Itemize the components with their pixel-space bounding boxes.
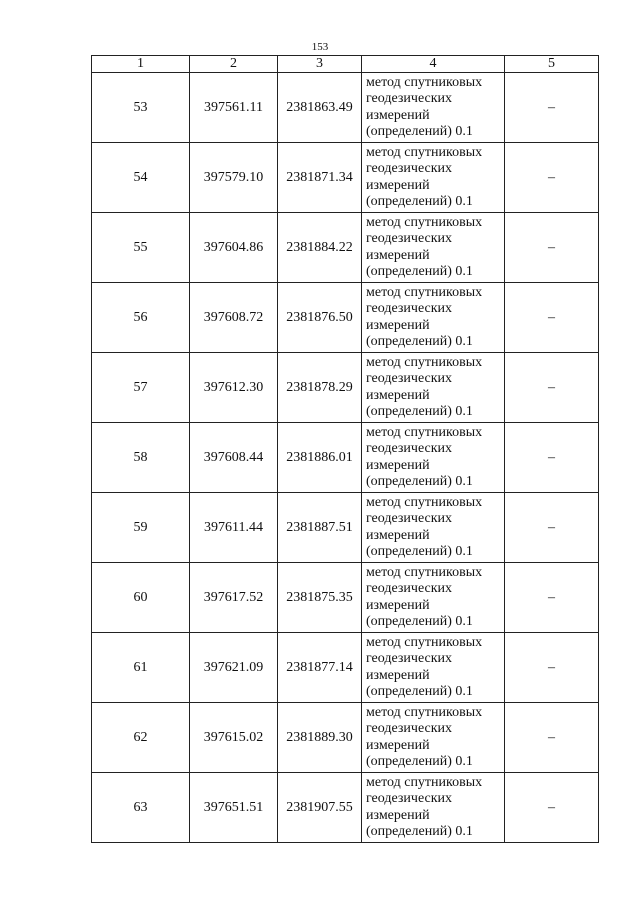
note-cell: – xyxy=(505,773,599,843)
point-number-cell: 59 xyxy=(92,493,190,563)
note-cell: – xyxy=(505,353,599,423)
table-row xyxy=(92,213,599,283)
method-cell xyxy=(362,73,505,143)
column-header-5: 5 xyxy=(505,56,599,73)
method-text-line: (определений) 0.1 xyxy=(366,544,473,559)
table-header xyxy=(92,56,599,73)
method-cell xyxy=(362,493,505,563)
note-cell: – xyxy=(505,633,599,703)
page-number: 153 xyxy=(311,41,329,53)
y-coordinate-cell: 2381875.35 xyxy=(278,563,362,633)
y-coordinate-cell: 2381878.29 xyxy=(278,353,362,423)
x-coordinate-cell: 397611.44 xyxy=(190,493,278,563)
x-coordinate-cell: 397612.30 xyxy=(190,353,278,423)
point-number-cell: 53 xyxy=(92,73,190,143)
note-cell: – xyxy=(505,213,599,283)
method-text-line: геодезических xyxy=(366,161,453,176)
point-number-cell: 61 xyxy=(92,633,190,703)
table-row xyxy=(92,773,599,843)
method-cell xyxy=(362,423,505,493)
y-coordinate-cell: 2381871.34 xyxy=(278,143,362,213)
method-text-line: (определений) 0.1 xyxy=(366,474,473,489)
method-text-line: метод спутниковых xyxy=(366,774,483,790)
y-coordinate-cell: 2381863.49 xyxy=(278,73,362,143)
note-cell: – xyxy=(505,283,599,353)
method-text-line: (определений) 0.1 xyxy=(366,194,473,209)
method-text-line: метод спутниковых xyxy=(366,354,483,370)
method-text-line: (определений) 0.1 xyxy=(366,404,473,419)
method-cell xyxy=(362,773,505,843)
method-text-line: метод спутниковых xyxy=(366,704,483,720)
method-text-line: геодезических xyxy=(366,371,453,386)
table-row xyxy=(92,143,599,213)
method-cell xyxy=(362,213,505,283)
method-text-line: измерений xyxy=(366,737,430,753)
x-coordinate-cell: 397651.51 xyxy=(190,773,278,843)
table-row xyxy=(92,73,599,143)
table-row xyxy=(92,283,599,353)
table-body xyxy=(92,73,599,843)
method-text-line: геодезических xyxy=(366,511,453,526)
method-text-line: измерений xyxy=(366,107,430,123)
y-coordinate-cell: 2381877.14 xyxy=(278,633,362,703)
method-cell xyxy=(362,703,505,773)
note-cell: – xyxy=(505,423,599,493)
table-row xyxy=(92,563,599,633)
method-text-line: метод спутниковых xyxy=(366,634,483,650)
method-text-line: (определений) 0.1 xyxy=(366,264,473,279)
y-coordinate-cell: 2381886.01 xyxy=(278,423,362,493)
method-text-line: измерений xyxy=(366,667,430,683)
point-number-cell: 54 xyxy=(92,143,190,213)
method-text-line: метод спутниковых xyxy=(366,494,483,510)
method-text-line: (определений) 0.1 xyxy=(366,684,473,699)
method-text-line: геодезических xyxy=(366,651,453,666)
x-coordinate-cell: 397615.02 xyxy=(190,703,278,773)
method-text-line: измерений xyxy=(366,597,430,613)
table-row xyxy=(92,493,599,563)
method-text-line: метод спутниковых xyxy=(366,74,483,90)
column-header-4: 4 xyxy=(362,56,505,73)
method-text-line: геодезических xyxy=(366,791,453,806)
method-text-line: геодезических xyxy=(366,581,453,596)
point-number-cell: 57 xyxy=(92,353,190,423)
method-cell xyxy=(362,283,505,353)
y-coordinate-cell: 2381884.22 xyxy=(278,213,362,283)
method-text-line: (определений) 0.1 xyxy=(366,614,473,629)
table-row xyxy=(92,703,599,773)
header-row xyxy=(92,56,599,73)
table-row xyxy=(92,423,599,493)
method-text-line: геодезических xyxy=(366,231,453,246)
method-text-line: измерений xyxy=(366,527,430,543)
y-coordinate-cell: 2381907.55 xyxy=(278,773,362,843)
method-text-line: геодезических xyxy=(366,301,453,316)
point-number-cell: 55 xyxy=(92,213,190,283)
method-text-line: (определений) 0.1 xyxy=(366,124,473,139)
table-row xyxy=(92,353,599,423)
method-text-line: измерений xyxy=(366,177,430,193)
method-text-line: геодезических xyxy=(366,721,453,736)
x-coordinate-cell: 397617.52 xyxy=(190,563,278,633)
y-coordinate-cell: 2381889.30 xyxy=(278,703,362,773)
method-text-line: (определений) 0.1 xyxy=(366,824,473,839)
method-text-line: метод спутниковых xyxy=(366,564,483,580)
column-header-1: 1 xyxy=(92,56,190,73)
note-cell: – xyxy=(505,143,599,213)
method-text-line: (определений) 0.1 xyxy=(366,754,473,769)
point-number-cell: 58 xyxy=(92,423,190,493)
x-coordinate-cell: 397621.09 xyxy=(190,633,278,703)
note-cell: – xyxy=(505,73,599,143)
method-cell xyxy=(362,353,505,423)
x-coordinate-cell: 397604.86 xyxy=(190,213,278,283)
x-coordinate-cell: 397561.11 xyxy=(190,73,278,143)
method-text-line: метод спутниковых xyxy=(366,424,483,440)
method-text-line: измерений xyxy=(366,807,430,823)
method-text-line: измерений xyxy=(366,317,430,333)
method-text-line: метод спутниковых xyxy=(366,214,483,230)
column-header-3: 3 xyxy=(278,56,362,73)
note-cell: – xyxy=(505,703,599,773)
method-text-line: метод спутниковых xyxy=(366,144,483,160)
point-number-cell: 62 xyxy=(92,703,190,773)
coordinates-table xyxy=(91,55,599,843)
table-row xyxy=(92,633,599,703)
x-coordinate-cell: 397608.72 xyxy=(190,283,278,353)
x-coordinate-cell: 397579.10 xyxy=(190,143,278,213)
method-text-line: метод спутниковых xyxy=(366,284,483,300)
method-text-line: геодезических xyxy=(366,441,453,456)
method-text-line: измерений xyxy=(366,247,430,263)
y-coordinate-cell: 2381887.51 xyxy=(278,493,362,563)
method-text-line: (определений) 0.1 xyxy=(366,334,473,349)
y-coordinate-cell: 2381876.50 xyxy=(278,283,362,353)
method-text-line: геодезических xyxy=(366,91,453,106)
method-text-line: измерений xyxy=(366,387,430,403)
method-cell xyxy=(362,563,505,633)
point-number-cell: 63 xyxy=(92,773,190,843)
method-text-line: измерений xyxy=(366,457,430,473)
point-number-cell: 60 xyxy=(92,563,190,633)
point-number-cell: 56 xyxy=(92,283,190,353)
note-cell: – xyxy=(505,493,599,563)
method-cell xyxy=(362,143,505,213)
method-cell xyxy=(362,633,505,703)
note-cell: – xyxy=(505,563,599,633)
column-header-2: 2 xyxy=(190,56,278,73)
x-coordinate-cell: 397608.44 xyxy=(190,423,278,493)
